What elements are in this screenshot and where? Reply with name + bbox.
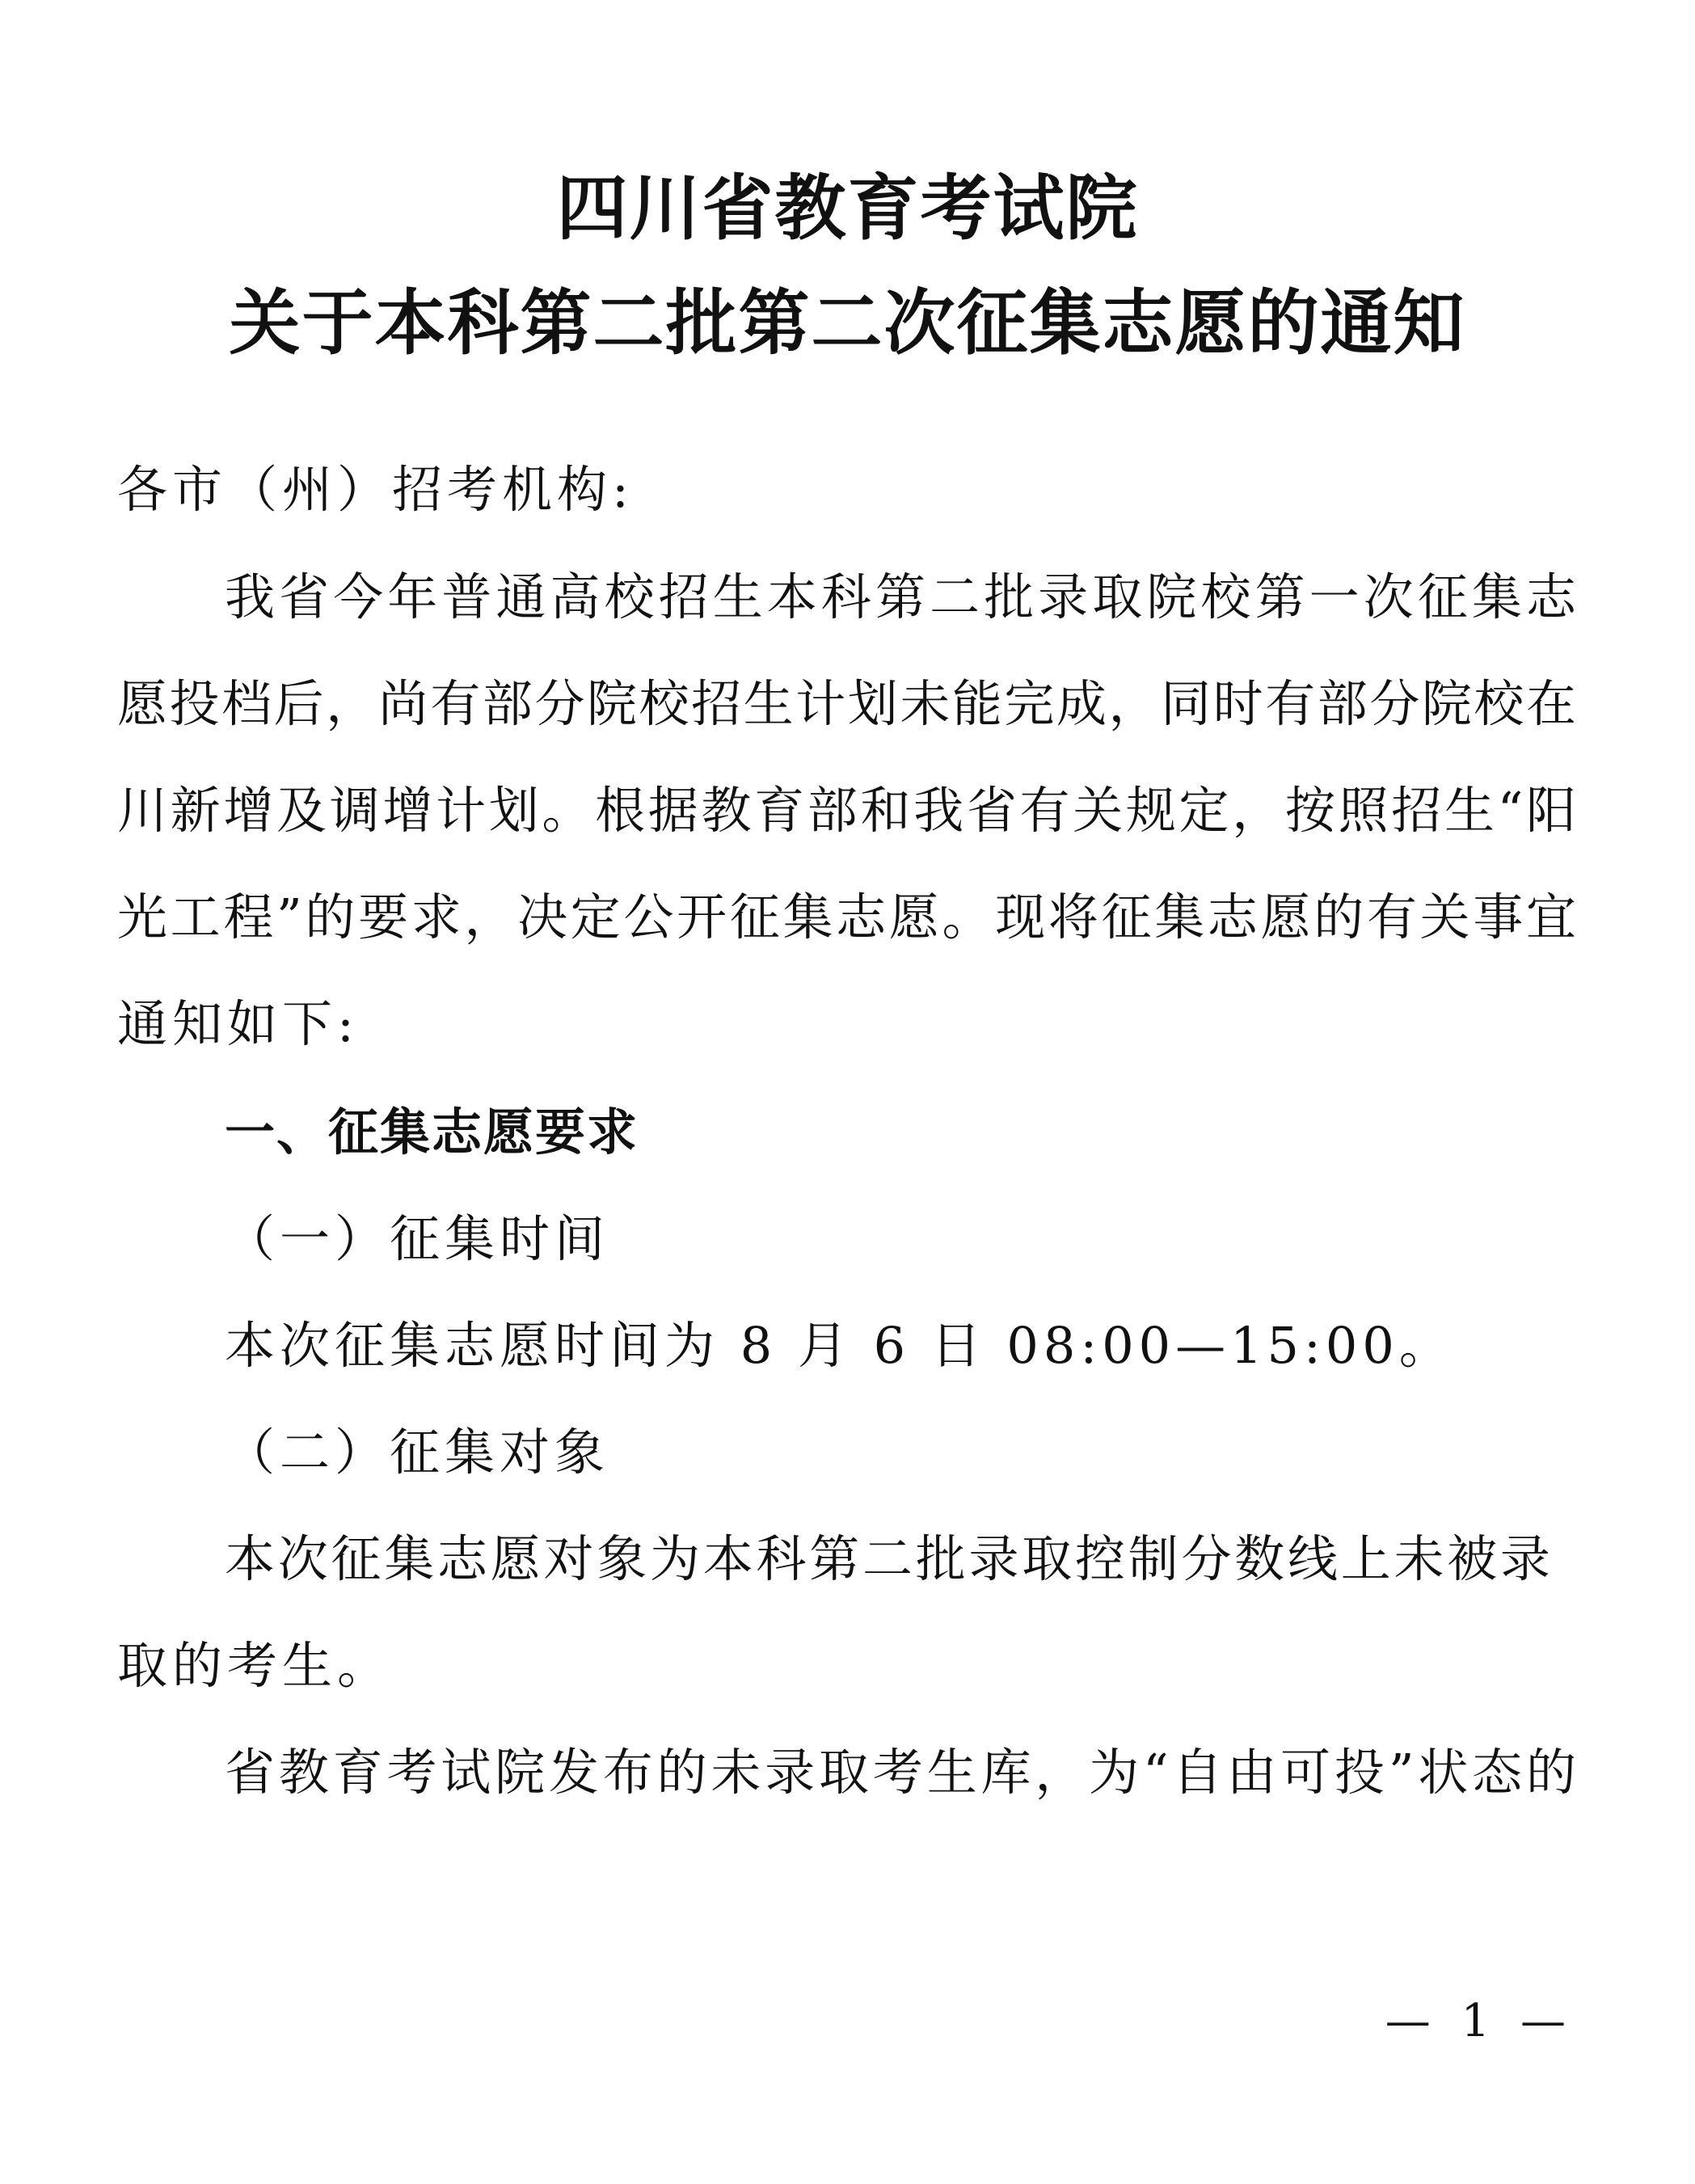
subsection-1-text: 本次征集志愿时间为 8 月 6 日 08:00—15:00。 — [225, 1316, 1454, 1375]
salutation: 各市（州）招考机构: — [117, 460, 634, 519]
subsection-1-heading: （一）征集时间 — [225, 1209, 610, 1268]
paragraph-3-line-1: 省教育考试院发布的未录取考生库，为“自由可投”状态的 — [225, 1743, 1576, 1802]
paragraph-1-line-4: 光工程”的要求，决定公开征集志愿。现将征集志愿的有关事宜 — [117, 888, 1576, 947]
paragraph-2-line-2: 取的考生。 — [117, 1636, 393, 1695]
document-title-line-1: 四川省教育考试院 — [556, 166, 1139, 250]
paragraph-2-line-1: 本次征集志愿对象为本科第二批录取控制分数线上未被录 — [225, 1529, 1550, 1588]
paragraph-1-line-5: 通知如下: — [117, 994, 359, 1053]
paragraph-1-line-3: 川新增及调增计划。根据教育部和我省有关规定，按照招生“阳 — [117, 781, 1576, 840]
page-number: — 1 — — [1385, 1995, 1574, 2047]
paragraph-1-line-1: 我省今年普通高校招生本科第二批录取院校第一次征集志 — [225, 567, 1576, 626]
document-title-line-2: 关于本科第二批第二次征集志愿的通知 — [229, 280, 1466, 365]
subsection-2-heading: （二）征集对象 — [225, 1423, 610, 1482]
section-1-heading: 一、征集志愿要求 — [225, 1103, 639, 1162]
paragraph-1-line-2: 愿投档后，尚有部分院校招生计划未能完成，同时有部分院校在 — [117, 674, 1576, 733]
